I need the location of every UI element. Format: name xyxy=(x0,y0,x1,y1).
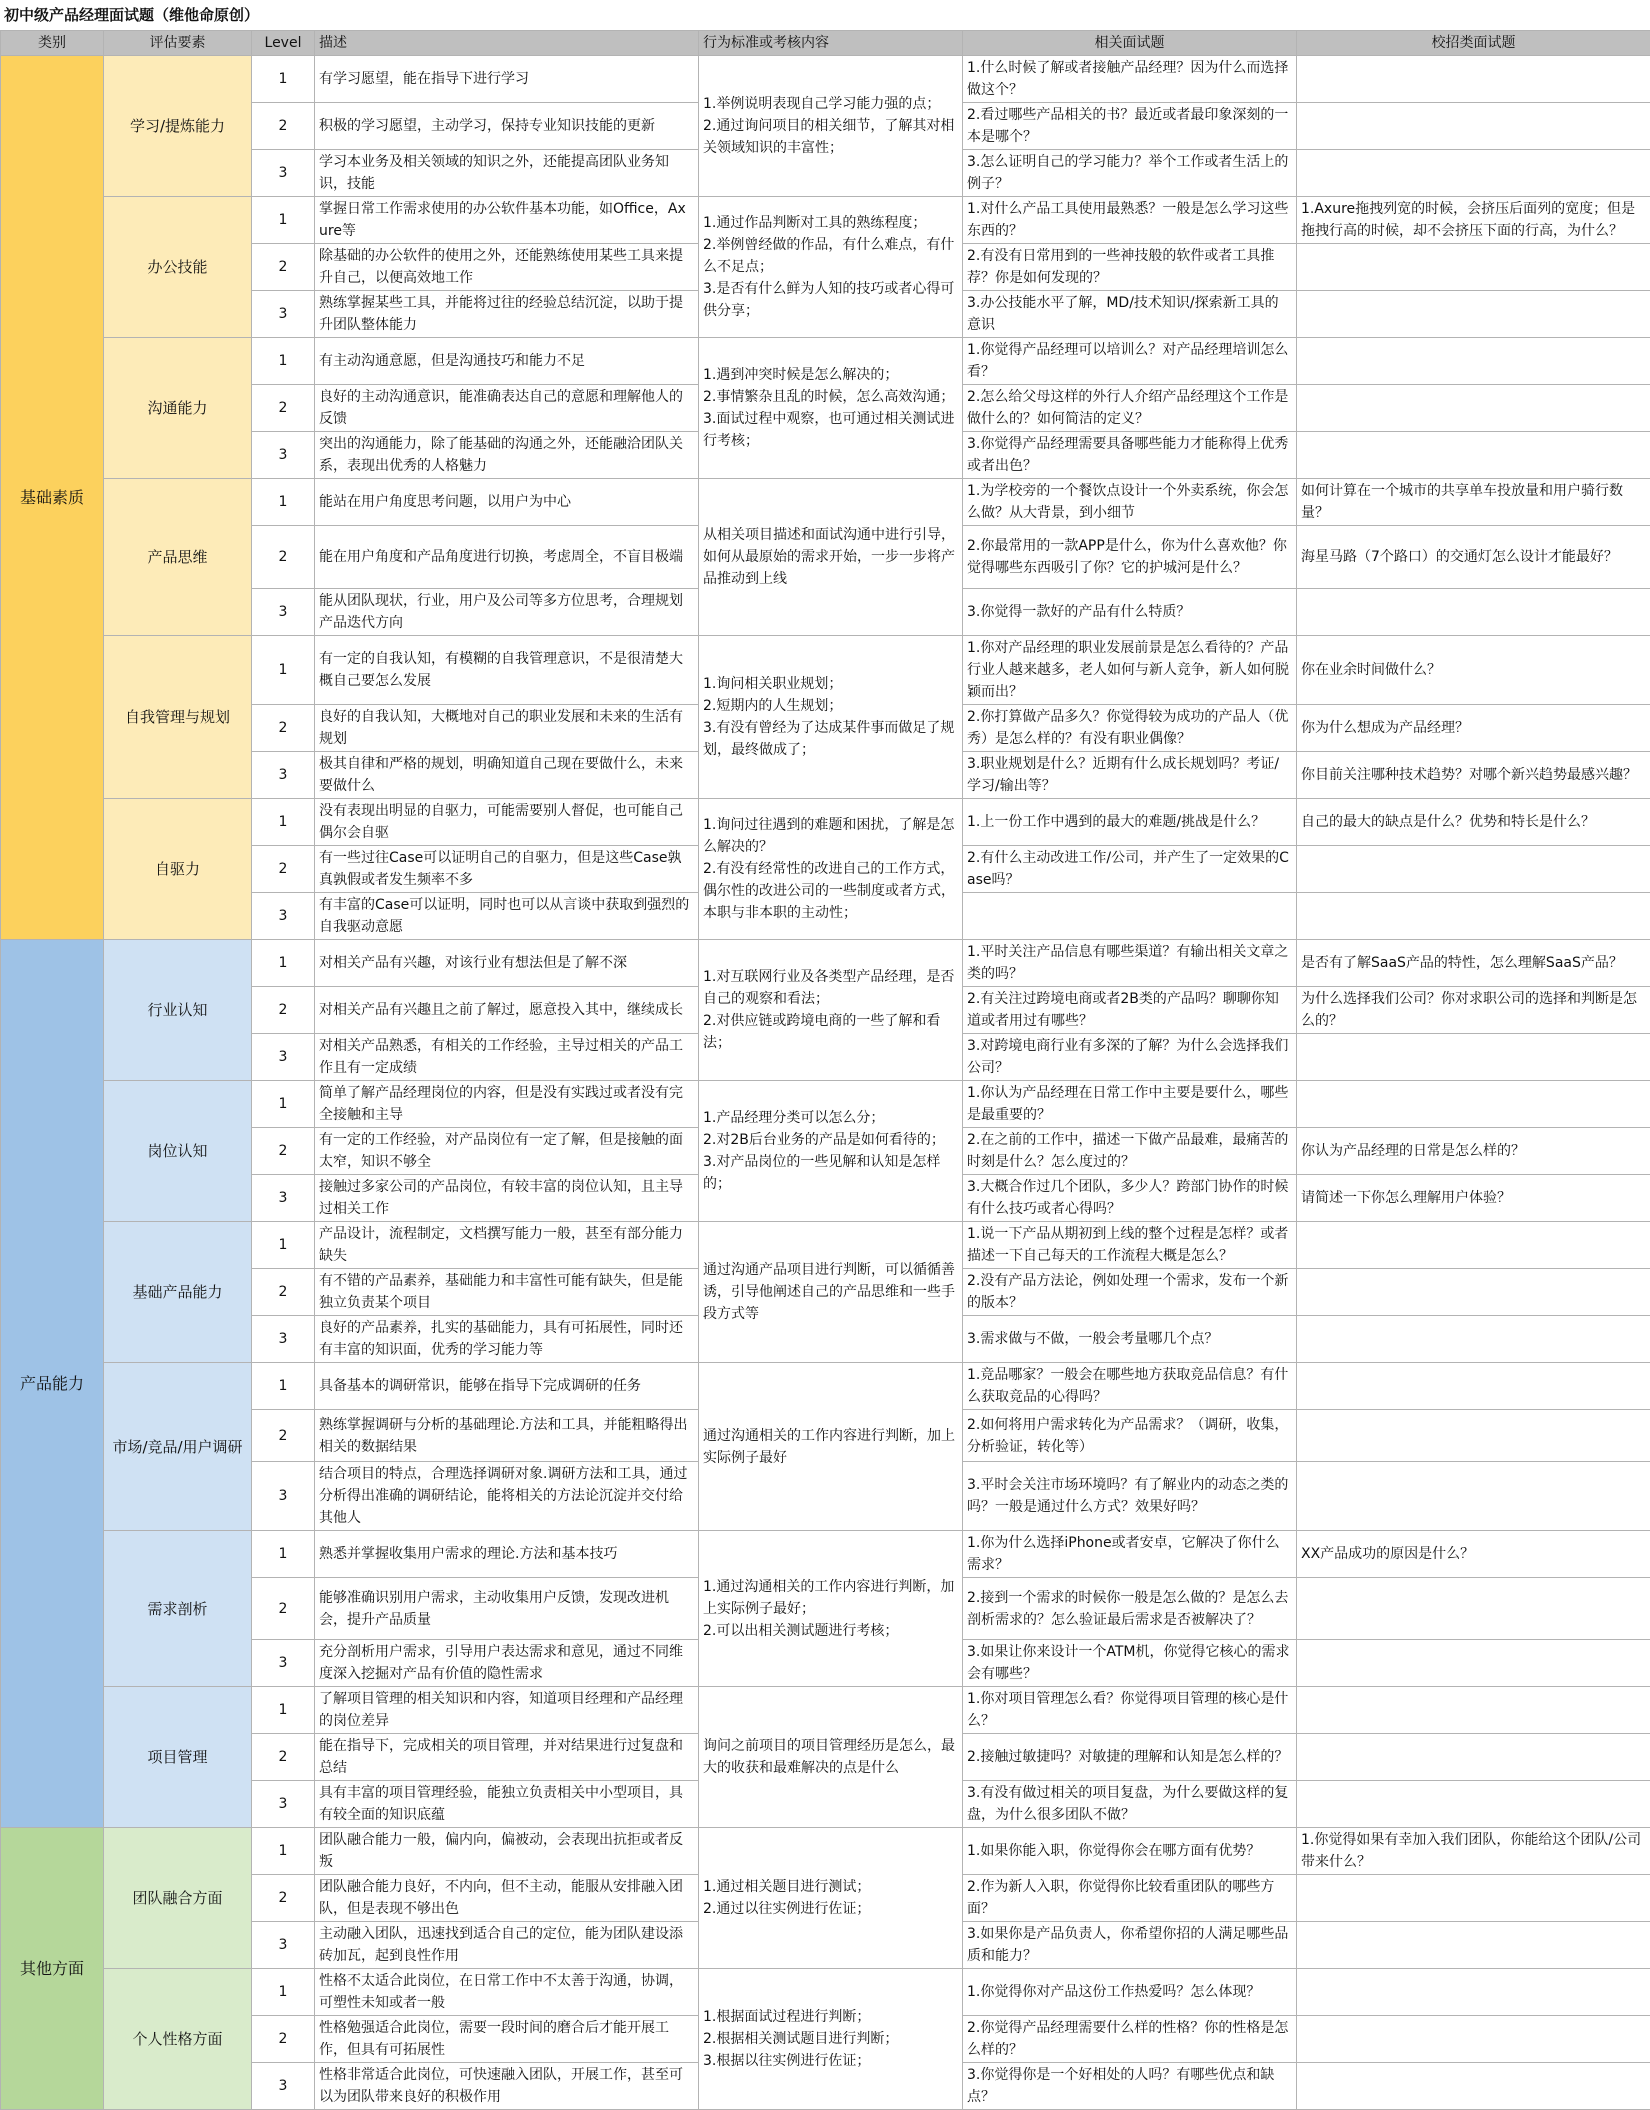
description-cell: 有学习愿望，能在指导下进行学习 xyxy=(315,56,699,103)
level-cell: 2 xyxy=(252,385,315,432)
question-cell: 2.看过哪些产品相关的书？最近或者最印象深刻的一本是哪个？ xyxy=(963,103,1297,150)
standard-line: 1.遇到冲突时候是怎么解决的； xyxy=(703,364,958,386)
campus-question-cell xyxy=(1297,1222,1650,1269)
question-cell: 1.说一下产品从期初到上线的整个过程是怎样？或者描述一下自己每天的工作流程大概是怎么？ xyxy=(963,1222,1297,1269)
description-cell: 极其自律和严格的规划，明确知道自己现在要做什么，未来要做什么 xyxy=(315,752,699,799)
header-row xyxy=(1,31,1650,56)
level-cell: 1 xyxy=(252,636,315,705)
header-element: 评估要素 xyxy=(104,31,252,56)
campus-question-cell xyxy=(1297,1269,1650,1316)
question-cell: 3.职业规划是什么？近期有什么成长规划吗？考证/学习/输出等？ xyxy=(963,752,1297,799)
level-cell: 3 xyxy=(252,752,315,799)
campus-question-cell xyxy=(1297,385,1650,432)
campus-question-cell xyxy=(1297,432,1650,479)
campus-question-cell xyxy=(1297,1875,1650,1922)
question-cell: 1.你对项目管理怎么看？你觉得项目管理的核心是什么？ xyxy=(963,1687,1297,1734)
standard-line: 2.通过以往实例进行佐证； xyxy=(703,1898,958,1920)
level-cell: 3 xyxy=(252,432,315,479)
question-cell: 2.接触过敏捷吗？对敏捷的理解和认知是怎么样的？ xyxy=(963,1734,1297,1781)
standard-line: 2.对供应链或跨境电商的一些了解和看法； xyxy=(703,1010,958,1054)
description-cell: 熟练掌握调研与分析的基础理论.方法和工具，并能粗略得出相关的数据结果 xyxy=(315,1410,699,1462)
level-cell: 3 xyxy=(252,1462,315,1531)
campus-question-cell: 请简述一下你怎么理解用户体验？ xyxy=(1297,1175,1650,1222)
standard-line: 2.可以出相关测试题进行考核； xyxy=(703,1620,958,1642)
question-cell: 2.没有产品方法论，例如处理一个需求，发布一个新的版本？ xyxy=(963,1269,1297,1316)
question-cell: 3.办公技能水平了解，MD/技术知识/探索新工具的意识 xyxy=(963,291,1297,338)
standard-cell xyxy=(699,1687,963,1828)
level-cell: 2 xyxy=(252,987,315,1034)
campus-question-cell: 你为什么想成为产品经理？ xyxy=(1297,705,1650,752)
level-cell: 3 xyxy=(252,1640,315,1687)
campus-question-cell: 自己的最大的缺点是什么？优势和特长是什么？ xyxy=(1297,799,1650,846)
standard-line: 3.根据以往实例进行佐证； xyxy=(703,2050,958,2072)
description-cell: 充分剖析用户需求，引导用户表达需求和意见，通过不同维度深入挖掘对产品有价值的隐性需求 xyxy=(315,1640,699,1687)
level-cell: 1 xyxy=(252,799,315,846)
level-cell: 1 xyxy=(252,1828,315,1875)
question-cell: 1.你认为产品经理在日常工作中主要是要什么，哪些是最重要的？ xyxy=(963,1081,1297,1128)
campus-question-cell: 是否有了解SaaS产品的特性，怎么理解SaaS产品？ xyxy=(1297,940,1650,987)
question-cell: 2.有关注过跨境电商或者2B类的产品吗？聊聊你知道或者用过有哪些？ xyxy=(963,987,1297,1034)
level-cell: 2 xyxy=(252,244,315,291)
campus-question-cell xyxy=(1297,150,1650,197)
table-row xyxy=(1,197,1650,244)
question-cell: 1.平时关注产品信息有哪些渠道？有输出相关文章之类的吗？ xyxy=(963,940,1297,987)
question-cell: 3.你觉得你是一个好相处的人吗？有哪些优点和缺点？ xyxy=(963,2063,1297,2110)
campus-question-cell xyxy=(1297,1316,1650,1363)
description-cell: 良好的主动沟通意识，能准确表达自己的意愿和理解他人的反馈 xyxy=(315,385,699,432)
description-cell: 性格勉强适合此岗位，需要一段时间的磨合后才能开展工作，但具有可拓展性 xyxy=(315,2016,699,2063)
standard-line: 2.根据相关测试题目进行判断； xyxy=(703,2028,958,2050)
campus-question-cell xyxy=(1297,1363,1650,1410)
standard-cell xyxy=(699,1081,963,1222)
interview-table xyxy=(0,30,1650,2110)
campus-question-cell xyxy=(1297,1081,1650,1128)
question-cell: 1.上一份工作中遇到的最大的难题/挑战是什么？ xyxy=(963,799,1297,846)
level-cell: 1 xyxy=(252,1363,315,1410)
description-cell: 熟悉并掌握收集用户需求的理论.方法和基本技巧 xyxy=(315,1531,699,1578)
description-cell: 有丰富的Case可以证明，同时也可以从言谈中获取到强烈的自我驱动意愿 xyxy=(315,893,699,940)
description-cell: 性格不太适合此岗位，在日常工作中不太善于沟通，协调，可塑性未知或者一般 xyxy=(315,1969,699,2016)
description-cell: 对相关产品熟悉，有相关的工作经验，主导过相关的产品工作且有一定成绩 xyxy=(315,1034,699,1081)
table-row xyxy=(1,1363,1650,1410)
campus-question-cell xyxy=(1297,893,1650,940)
question-cell: 1.你对产品经理的职业发展前景是怎么看待的？产品行业人越来越多，老人如何与新人竞争，新人如何脱颖而出？ xyxy=(963,636,1297,705)
description-cell: 结合项目的特点，合理选择调研对象.调研方法和工具，通过分析得出准确的调研结论，能将相关的方法论沉淀并交付给其他人 xyxy=(315,1462,699,1531)
standard-cell xyxy=(699,1969,963,2110)
level-cell: 3 xyxy=(252,150,315,197)
element-cell: 需求剖析 xyxy=(104,1531,252,1687)
question-cell: 2.有没有日常用到的一些神技般的软件或者工具推荐？你是如何发现的？ xyxy=(963,244,1297,291)
question-cell xyxy=(963,893,1297,940)
campus-question-cell: 为什么选择我们公司？你对求职公司的选择和判断是怎么的？ xyxy=(1297,987,1650,1034)
standard-line: 1.询问相关职业规划； xyxy=(703,673,958,695)
campus-question-cell: 1.你觉得如果有幸加入我们团队，你能给这个团队/公司带来什么？ xyxy=(1297,1828,1650,1875)
standard-line: 3.有没有曾经为了达成某件事而做足了规划，最终做成了； xyxy=(703,717,958,761)
description-cell: 有一定的工作经验，对产品岗位有一定了解，但是接触的面太窄，知识不够全 xyxy=(315,1128,699,1175)
category-cell: 基础素质 xyxy=(1,56,104,940)
description-cell: 对相关产品有兴趣，对该行业有想法但是了解不深 xyxy=(315,940,699,987)
description-cell: 具有丰富的项目管理经验，能独立负责相关中小型项目，具有较全面的知识底蕴 xyxy=(315,1781,699,1828)
question-cell: 3.需求做与不做，一般会考量哪几个点？ xyxy=(963,1316,1297,1363)
question-cell: 1.为学校旁的一个餐饮点设计一个外卖系统，你会怎么做？从大背景，到小细节 xyxy=(963,479,1297,526)
question-cell: 1.竞品哪家？一般会在哪些地方获取竞品信息？有什么获取竞品的心得吗？ xyxy=(963,1363,1297,1410)
campus-question-cell: 你认为产品经理的日常是怎么样的？ xyxy=(1297,1128,1650,1175)
standard-line: 1.询问过往遇到的难题和困扰，了解是怎么解决的？ xyxy=(703,814,958,858)
standard-line: 2.有没有经常性的改进自己的工作方式，偶尔性的改进公司的一些制度或者方式，本职与非本职的主动性； xyxy=(703,858,958,924)
question-cell: 2.有什么主动改进工作/公司，并产生了一定效果的Case吗？ xyxy=(963,846,1297,893)
level-cell: 2 xyxy=(252,1269,315,1316)
question-cell: 3.你觉得一款好的产品有什么特质？ xyxy=(963,589,1297,636)
campus-question-cell xyxy=(1297,1578,1650,1640)
level-cell: 3 xyxy=(252,1316,315,1363)
standard-line: 2.对2B后台业务的产品是如何看待的； xyxy=(703,1129,958,1151)
question-cell: 3.你觉得产品经理需要具备哪些能力才能称得上优秀或者出色？ xyxy=(963,432,1297,479)
campus-question-cell xyxy=(1297,1781,1650,1828)
description-cell: 学习本业务及相关领域的知识之外，还能提高团队业务知识，技能 xyxy=(315,150,699,197)
category-cell: 产品能力 xyxy=(1,940,104,1828)
campus-question-cell xyxy=(1297,338,1650,385)
level-cell: 3 xyxy=(252,1781,315,1828)
table-row xyxy=(1,479,1650,526)
sheet-title: 初中级产品经理面试题（维他命原创） xyxy=(4,4,259,25)
header-campus-questions: 校招类面试题 xyxy=(1297,31,1650,56)
element-cell: 市场/竞品/用户调研 xyxy=(104,1363,252,1531)
element-cell: 学习/提炼能力 xyxy=(104,56,252,197)
question-cell: 1.你觉得产品经理可以培训么？对产品经理培训怎么看？ xyxy=(963,338,1297,385)
description-cell: 熟练掌握某些工具，并能将过往的经验总结沉淀，以助于提升团队整体能力 xyxy=(315,291,699,338)
level-cell: 3 xyxy=(252,589,315,636)
standard-line: 2.短期内的人生规划； xyxy=(703,695,958,717)
description-cell: 积极的学习愿望，主动学习，保持专业知识技能的更新 xyxy=(315,103,699,150)
campus-question-cell xyxy=(1297,1410,1650,1462)
question-cell: 2.你觉得产品经理需要什么样的性格？你的性格是怎么样的？ xyxy=(963,2016,1297,2063)
standard-cell xyxy=(699,636,963,799)
standard-line: 从相关项目描述和面试沟通中进行引导，如何从最原始的需求开始，一步一步将产品推动到上线 xyxy=(703,524,958,590)
table-row xyxy=(1,1828,1650,1875)
standard-line: 2.举例曾经做的作品，有什么难点，有什么不足点； xyxy=(703,234,958,278)
campus-question-cell xyxy=(1297,589,1650,636)
standard-line: 2.通过询问项目的相关细节，了解其对相关领域知识的丰富性； xyxy=(703,115,958,159)
category-cell: 其他方面 xyxy=(1,1828,104,2110)
description-cell: 有一定的自我认知，有模糊的自我管理意识，不是很清楚大概自己要怎么发展 xyxy=(315,636,699,705)
campus-question-cell xyxy=(1297,2063,1650,2110)
element-cell: 个人性格方面 xyxy=(104,1969,252,2110)
campus-question-cell xyxy=(1297,56,1650,103)
level-cell: 2 xyxy=(252,2016,315,2063)
element-cell: 沟通能力 xyxy=(104,338,252,479)
campus-question-cell xyxy=(1297,291,1650,338)
element-cell: 产品思维 xyxy=(104,479,252,636)
standard-cell xyxy=(699,940,963,1081)
campus-question-cell xyxy=(1297,1034,1650,1081)
description-cell: 能从团队现状，行业，用户及公司等多方位思考，合理规划产品迭代方向 xyxy=(315,589,699,636)
element-cell: 基础产品能力 xyxy=(104,1222,252,1363)
level-cell: 3 xyxy=(252,893,315,940)
campus-question-cell xyxy=(1297,846,1650,893)
question-cell: 2.如何将用户需求转化为产品需求？（调研，收集，分析验证，转化等） xyxy=(963,1410,1297,1462)
level-cell: 3 xyxy=(252,1034,315,1081)
standard-line: 1.根据面试过程进行判断； xyxy=(703,2006,958,2028)
level-cell: 1 xyxy=(252,1081,315,1128)
table-row xyxy=(1,636,1650,705)
campus-question-cell xyxy=(1297,1969,1650,2016)
standard-line: 3.对产品岗位的一些见解和认知是怎样的； xyxy=(703,1151,958,1195)
level-cell: 1 xyxy=(252,1531,315,1578)
standard-line: 1.通过沟通相关的工作内容进行判断，加上实际例子最好； xyxy=(703,1576,958,1620)
level-cell: 2 xyxy=(252,1578,315,1640)
standard-cell xyxy=(699,56,963,197)
table-body xyxy=(1,56,1650,2110)
level-cell: 2 xyxy=(252,103,315,150)
standard-cell xyxy=(699,338,963,479)
level-cell: 2 xyxy=(252,705,315,752)
question-cell: 2.怎么给父母这样的外行人介绍产品经理这个工作是做什么的？如何简洁的定义？ xyxy=(963,385,1297,432)
header-description: 描述 xyxy=(315,31,699,56)
table-row xyxy=(1,1969,1650,2016)
campus-question-cell xyxy=(1297,1462,1650,1531)
standard-cell xyxy=(699,1222,963,1363)
level-cell: 2 xyxy=(252,1128,315,1175)
standard-line: 通过沟通产品项目进行判断，可以循循善诱，引导他阐述自己的产品思维和一些手段方式等 xyxy=(703,1259,958,1325)
campus-question-cell xyxy=(1297,1922,1650,1969)
description-cell: 能够准确识别用户需求，主动收集用户反馈，发现改进机会，提升产品质量 xyxy=(315,1578,699,1640)
description-cell: 产品设计，流程制定，文档撰写能力一般，甚至有部分能力缺失 xyxy=(315,1222,699,1269)
level-cell: 1 xyxy=(252,1969,315,2016)
campus-question-cell xyxy=(1297,1687,1650,1734)
standard-cell xyxy=(699,1363,963,1531)
standard-line: 通过沟通相关的工作内容进行判断，加上实际例子最好 xyxy=(703,1425,958,1469)
level-cell: 1 xyxy=(252,197,315,244)
table-row xyxy=(1,1531,1650,1578)
description-cell: 团队融合能力一般，偏内向，偏被动，会表现出抗拒或者反叛 xyxy=(315,1828,699,1875)
level-cell: 1 xyxy=(252,338,315,385)
question-cell: 3.大概合作过几个团队，多少人？跨部门协作的时候有什么技巧或者心得吗？ xyxy=(963,1175,1297,1222)
element-cell: 办公技能 xyxy=(104,197,252,338)
table-row xyxy=(1,799,1650,846)
campus-question-cell xyxy=(1297,1640,1650,1687)
campus-question-cell: 如何计算在一个城市的共享单车投放量和用户骑行数量？ xyxy=(1297,479,1650,526)
question-cell: 2.接到一个需求的时候你一般是怎么做的？是怎么去剖析需求的？怎么验证最后需求是否被解决了？ xyxy=(963,1578,1297,1640)
description-cell: 简单了解产品经理岗位的内容，但是没有实践过或者没有完全接触和主导 xyxy=(315,1081,699,1128)
question-cell: 1.你觉得你对产品这份工作热爱吗？怎么体现？ xyxy=(963,1969,1297,2016)
element-cell: 团队融合方面 xyxy=(104,1828,252,1969)
level-cell: 1 xyxy=(252,479,315,526)
question-cell: 1.如果你能入职，你觉得你会在哪方面有优势？ xyxy=(963,1828,1297,1875)
level-cell: 2 xyxy=(252,1410,315,1462)
level-cell: 3 xyxy=(252,2063,315,2110)
standard-line: 1.举例说明表现自己学习能力强的点； xyxy=(703,93,958,115)
level-cell: 1 xyxy=(252,56,315,103)
campus-question-cell xyxy=(1297,103,1650,150)
standard-line: 3.面试过程中观察，也可通过相关测试进行考核； xyxy=(703,408,958,452)
campus-question-cell: XX产品成功的原因是什么？ xyxy=(1297,1531,1650,1578)
question-cell: 3.平时会关注市场环境吗？有了解业内的动态之类的吗？一般是通过什么方式？效果好吗？ xyxy=(963,1462,1297,1531)
level-cell: 2 xyxy=(252,526,315,589)
table-row xyxy=(1,940,1650,987)
standard-line: 3.是否有什么鲜为人知的技巧或者心得可供分享； xyxy=(703,278,958,322)
question-cell: 2.作为新人入职，你觉得你比较看重团队的哪些方面？ xyxy=(963,1875,1297,1922)
level-cell: 1 xyxy=(252,940,315,987)
standard-line: 1.通过作品判断对工具的熟练程度； xyxy=(703,212,958,234)
description-cell: 主动融入团队，迅速找到适合自己的定位，能为团队建设添砖加瓦，起到良性作用 xyxy=(315,1922,699,1969)
element-cell: 项目管理 xyxy=(104,1687,252,1828)
question-cell: 3.怎么证明自己的学习能力？举个工作或者生活上的例子？ xyxy=(963,150,1297,197)
standard-cell xyxy=(699,479,963,636)
description-cell: 有一些过往Case可以证明自己的自驱力，但是这些Case孰真孰假或者发生频率不多 xyxy=(315,846,699,893)
level-cell: 3 xyxy=(252,291,315,338)
question-cell: 3.如果让你来设计一个ATM机，你觉得它核心的需求会有哪些？ xyxy=(963,1640,1297,1687)
description-cell: 团队融合能力良好，不内向，但不主动，能服从安排融入团队，但是表现不够出色 xyxy=(315,1875,699,1922)
question-cell: 1.对什么产品工具使用最熟悉？一般是怎么学习这些东西的？ xyxy=(963,197,1297,244)
level-cell: 3 xyxy=(252,1922,315,1969)
question-cell: 2.你最常用的一款APP是什么，你为什么喜欢他？你觉得哪些东西吸引了你？它的护城河是什么？ xyxy=(963,526,1297,589)
standard-cell xyxy=(699,799,963,940)
campus-question-cell: 海星马路（7个路口）的交通灯怎么设计才能最好？ xyxy=(1297,526,1650,589)
question-cell: 3.有没有做过相关的项目复盘，为什么要做这样的复盘，为什么很多团队不做？ xyxy=(963,1781,1297,1828)
description-cell: 良好的产品素养，扎实的基础能力，具有可拓展性，同时还有丰富的知识面，优秀的学习能力等 xyxy=(315,1316,699,1363)
description-cell: 接触过多家公司的产品岗位，有较丰富的岗位认知，且主导过相关工作 xyxy=(315,1175,699,1222)
campus-question-cell: 1.Axure拖拽列宽的时候，会挤压后面列的宽度；但是拖拽行高的时候，却不会挤压下面的行高，为什么？ xyxy=(1297,197,1650,244)
standard-cell xyxy=(699,1531,963,1687)
question-cell: 3.对跨境电商行业有多深的了解？为什么会选择我们公司？ xyxy=(963,1034,1297,1081)
table-row xyxy=(1,56,1650,103)
element-cell: 自驱力 xyxy=(104,799,252,940)
description-cell: 性格非常适合此岗位，可快速融入团队，开展工作，甚至可以为团队带来良好的积极作用 xyxy=(315,2063,699,2110)
element-cell: 自我管理与规划 xyxy=(104,636,252,799)
description-cell: 除基础的办公软件的使用之外，还能熟练使用某些工具来提升自己，以便高效地工作 xyxy=(315,244,699,291)
description-cell: 能在指导下，完成相关的项目管理，并对结果进行过复盘和总结 xyxy=(315,1734,699,1781)
level-cell: 2 xyxy=(252,1875,315,1922)
standard-line: 询问之前项目的项目管理经历是怎么，最大的收获和最难解决的点是什么 xyxy=(703,1735,958,1779)
campus-question-cell xyxy=(1297,1734,1650,1781)
standard-line: 1.产品经理分类可以怎么分； xyxy=(703,1107,958,1129)
element-cell: 岗位认知 xyxy=(104,1081,252,1222)
description-cell: 没有表现出明显的自驱力，可能需要别人督促，也可能自己偶尔会自驱 xyxy=(315,799,699,846)
campus-question-cell: 你目前关注哪种技术趋势？对哪个新兴趋势最感兴趣？ xyxy=(1297,752,1650,799)
level-cell: 1 xyxy=(252,1687,315,1734)
level-cell: 2 xyxy=(252,846,315,893)
description-cell: 能在用户角度和产品角度进行切换，考虑周全，不盲目极端 xyxy=(315,526,699,589)
question-cell: 2.在之前的工作中，描述一下做产品最难，最痛苦的时刻是什么？怎么度过的？ xyxy=(963,1128,1297,1175)
description-cell: 能站在用户角度思考问题，以用户为中心 xyxy=(315,479,699,526)
description-cell: 有主动沟通意愿，但是沟通技巧和能力不足 xyxy=(315,338,699,385)
description-cell: 掌握日常工作需求使用的办公软件基本功能，如Office，Axure等 xyxy=(315,197,699,244)
standard-line: 2.事情繁杂且乱的时候，怎么高效沟通； xyxy=(703,386,958,408)
question-cell: 1.什么时候了解或者接触产品经理？因为什么而选择做这个？ xyxy=(963,56,1297,103)
standard-cell xyxy=(699,197,963,338)
standard-cell xyxy=(699,1828,963,1969)
description-cell: 了解项目管理的相关知识和内容，知道项目经理和产品经理的岗位差异 xyxy=(315,1687,699,1734)
description-cell: 突出的沟通能力，除了能基础的沟通之外，还能融洽团队关系，表现出优秀的人格魅力 xyxy=(315,432,699,479)
campus-question-cell xyxy=(1297,244,1650,291)
table-row xyxy=(1,1687,1650,1734)
header-level: Level xyxy=(252,31,315,56)
level-cell: 1 xyxy=(252,1222,315,1269)
table-row xyxy=(1,338,1650,385)
header-questions: 相关面试题 xyxy=(963,31,1297,56)
element-cell: 行业认知 xyxy=(104,940,252,1081)
question-cell: 3.如果你是产品负责人，你希望你招的人满足哪些品质和能力？ xyxy=(963,1922,1297,1969)
standard-line: 1.通过相关题目进行测试； xyxy=(703,1876,958,1898)
level-cell: 3 xyxy=(252,1175,315,1222)
table-row xyxy=(1,1081,1650,1128)
campus-question-cell: 你在业余时间做什么？ xyxy=(1297,636,1650,705)
description-cell: 有不错的产品素养，基础能力和丰富性可能有缺失，但是能独立负责某个项目 xyxy=(315,1269,699,1316)
description-cell: 具备基本的调研常识，能够在指导下完成调研的任务 xyxy=(315,1363,699,1410)
description-cell: 对相关产品有兴趣且之前了解过，愿意投入其中，继续成长 xyxy=(315,987,699,1034)
question-cell: 2.你打算做产品多久？你觉得较为成功的产品人（优秀）是怎么样的？有没有职业偶像？ xyxy=(963,705,1297,752)
table-row xyxy=(1,1222,1650,1269)
question-cell: 1.你为什么选择iPhone或者安卓，它解决了你什么需求？ xyxy=(963,1531,1297,1578)
header-standard: 行为标准或考核内容 xyxy=(699,31,963,56)
campus-question-cell xyxy=(1297,2016,1650,2063)
description-cell: 良好的自我认知，大概地对自己的职业发展和未来的生活有规划 xyxy=(315,705,699,752)
level-cell: 2 xyxy=(252,1734,315,1781)
header-category: 类别 xyxy=(1,31,104,56)
standard-line: 1.对互联网行业及各类型产品经理，是否自己的观察和看法； xyxy=(703,966,958,1010)
